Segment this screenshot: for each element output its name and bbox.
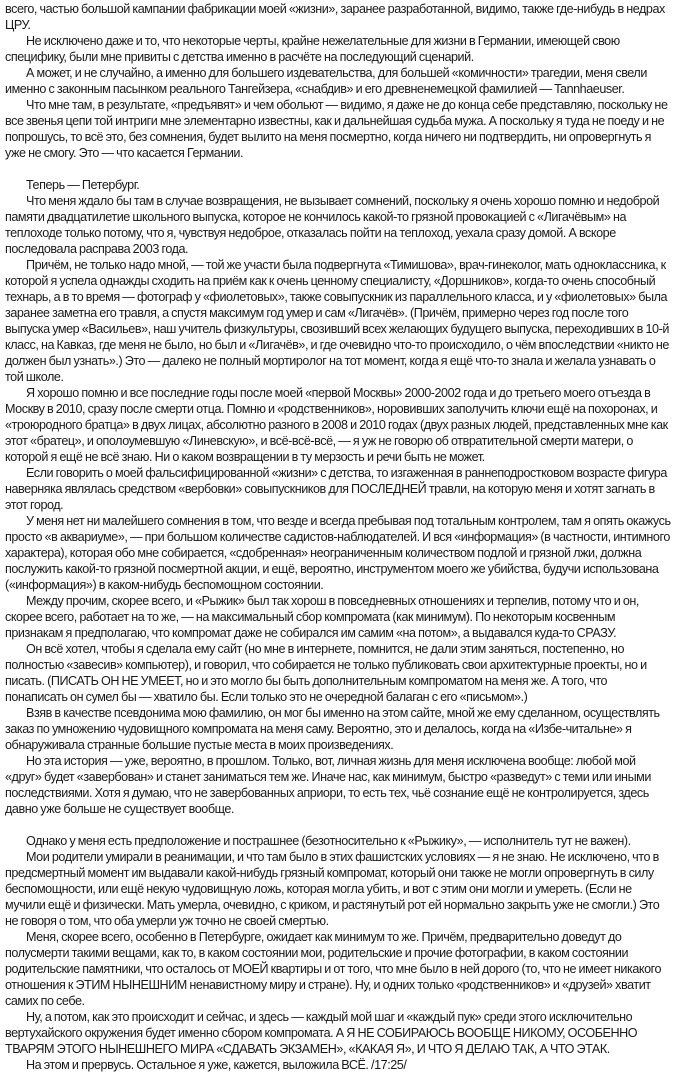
section-heading-petersburg: Теперь — Петербург. <box>26 178 140 192</box>
closing-paragraph: На этом и прервусь. Остальное я уже, кажется, выложила ВСЁ. /17:25/ <box>26 1058 407 1072</box>
paragraph: А может, и не случайно, а именно для большего издевательства, для большей «комичности» трагедии, меня свели именно с законным пасынком реального Тангейзера, «снабдив» и его древненемецкой фамилией — Tannhaeuser. <box>5 66 647 96</box>
paragraph: Но эта история — уже, вероятно, в прошлом. Только, вот, личная жизнь для меня исключена вообще: любой мой «друг» будет «завербован» и станет заниматься тем же. Иначе нас, как минимум, быстро «разведут» с теми или иными последствиями. Хотя я думаю, что не завербованных априори, то есть тех, чьё сознание ещё не контролируется, здесь давно уже больше не существует вообще. <box>5 754 651 816</box>
paragraph: Причём, не только надо мной, — той же участи была подвергнута «Тимишова», врач-гинеколог, мать одноклассника, к которой я успела однажды сходить на приём как к очень ценному специалисту, «Доршников», когда-то очень способный технарь, а в то время — фотограф у «фиолетовых», также совыпускник из параллельного класса, и у «фиолетовых» была заранее заметна его травля, а спустя максимум год умер и сам «Лигачёв». (Причём, примерно через год после того выпуска умер «Васильев», наш учитель физкультуры, свозивший всех желающих будущего выпуска, переходивших в 10-й класс, на Кавказ, где меня не было, но был и «Лигачёв», и где очевидно что-то происходило, о чём впоследствии «никто не должен был узнать».) Это — далеко не полный мортиролог на тот момент, когда я ещё что-то знала и желала узнавать о той школе. <box>5 258 669 384</box>
paragraph: Он всё хотел, чтобы я сделала ему сайт (но мне в интернете, помнится, не дали этим заняться, постепенно, но полностью «завесив» компьютер), и говорил, что собирается не только публиковать свои архитектурные проекты, но и писать. (ПИСАТЬ ОН НЕ УМЕЕТ, но и это могло бы быть дополнительным компроматом на меня же. А того, что понаписать он сумел бы — хватило бы. Если только это не очередной балаган с его «письмом».) <box>5 642 647 704</box>
blank-line <box>5 161 671 177</box>
paragraph: Если говорить о моей фальсифицированной «жизни» с детства, то изгаженная в раннеподростковом возрасте фигура наверняка являлась средством «вербовки» совыпускников для ПОСЛЕДНЕЙ травли, на которую меня и хотят загнать в этот город. <box>5 466 667 512</box>
paragraph: Взяв в качестве псевдонима мою фамилию, он мог бы именно на этом сайте, мной же ему сделанном, осуществлять заказ по умножению чудовищного компромата на меня саму. Вероятно, это и делалось, когда на «Избе-читальне» я обнаруживала странные большие пустые места в моих произведениях. <box>5 706 660 752</box>
paragraph: Однако у меня есть предположение и пострашнее (безотносительно к «Рыжику», — исполнитель тут не важен). <box>26 834 631 848</box>
paragraph: Я хорошо помню и все последние годы после моей «первой Москвы» 2000-2002 года и до третьего моего отъезда в Москву в 2010, сразу после смерти отца. Помню и «родственников», норовивших заполучить ключи ещё на похоронах, и «троюродного братца» в двух лицах, абсолютно разного в 2008 и 2010 годах (двух разных людей, представленных мне как этот «братец», и ополоумевшую «Линевскую», и всё-всё-всё, — я уж не говорю об отвратительной смерти матери, о которой я ещё не всё знаю. Ни о каком возвращении в ту мерзость и речи быть не может. <box>5 386 668 464</box>
paragraph: Что меня ждало бы там в случае возвращения, не вызывает сомнений, поскольку я очень хорошо помню и недоброй памяти двадцатилетие школьного выпуска, которое не кончилось какой-то грязной провокацией с «Лигачёвым» на теплоходе только потому, что я, чувствуя недоброе, отказалась пойти на теплоход, уехала сразу домой. А вскоре последовала расправа 2003 года. <box>5 194 660 256</box>
paragraph: Что мне там, в результате, «предъявят» и чем обольют — видимо, я даже не до конца себе представляю, поскольку не все звенья цепи той интриги мне элементарно известны, как и дальнейшая судьба мужа. А поскольку я туда не поеду и не попрошусь, то всё это, без сомнения, будет вылито на меня посмертно, когда ничего ни подтвердить, ни опровергнуть я уже не смогу. Это — что касается Германии. <box>5 98 668 160</box>
paragraph: У меня нет ни малейшего сомнения в том, что везде и всегда пребывая под тотальным контролем, там я опять окажусь просто «в аквариуме», — при большом количестве садистов-наблюдателей. И вся «информация» (в частности, интимного характера), которая обо мне собирается, «сдобренная» неограниченным количеством подлой и грязной лжи, должна послужить какой-то грязной посмертной акции, и ещё, вероятно, инструментом моего же убийства, будучи использована («информация») в каком-нибудь беспомощном состоянии. <box>5 514 671 592</box>
paragraph: всего, частью большой кампании фабрикации моей «жизни», заранее разработанной, видимо, также где-нибудь в недрах ЦРУ. <box>5 2 665 32</box>
paragraph: Между прочим, скорее всего, и «Рыжик» был так хорош в повседневных отношениях и терпелив, потому что и он, скорее всего, работает на то же, — на максимальный сбор компромата (как минимум). По некоторым косвенным признакам я предполагаю, что компромат даже не собирался им самим «на потом», а выдавался куда-то СРАЗУ. <box>5 594 639 640</box>
paragraph: Ну, а потом, как это происходит и сейчас, и здесь — каждый мой шаг и «каждый пук» среди этого исключительно вертухайского окружения будет именно сбором компромата. А Я НЕ СОБИРАЮСЬ ВООБЩЕ НИКОМУ, ОСОБЕННО ТВАРЯМ ЭТОГО НЫНЕШНЕГО МИРА «СДАВАТЬ ЭКЗАМЕН», «КАКАЯ Я», И ЧТО Я ДЕЛАЮ ТАК, А ЧТО ЭТАК. <box>5 1010 638 1056</box>
paragraph: Не исключено даже и то, что некоторые черты, крайне нежелательные для жизни в Германии, имеющей свою специфику, были мне привиты с детства именно в расчёте на последующий сценарий. <box>5 34 620 64</box>
blank-line <box>5 817 671 833</box>
paragraph: Мои родители умирали в реанимации, и что там было в этих фашистских условиях — я не знаю. Не исключено, что в предсмертный момент им выдавали какой-нибудь грязный компромат, который они также не могли опровергнуть в силу беспомощности, или ещё некую чудовищную ложь, которая могла убить, и вот с этим они могли и умереть. (Если не мучили ещё и физически. Мать умерла, очевидно, с криком, и растянутый рот ей нормально закрыть уже не смогли.) Это не говоря о том, что оба умерли уж точно не своей смертью. <box>5 850 660 928</box>
paragraph: Меня, скорее всего, особенно в Петербурге, ожидает как минимум то же. Причём, предварительно доведут до полусмерти такими вещами, как то, в каком состоянии мои, родительские и прочие фотографии, в каком состоянии родительские памятники, что осталось от МОЕЙ квартиры и от того, что мне было в ней дорого (то, что не имеет никакого отношения к ЭТИМ НЫНЕШНИМ ненавистному миру и стране). Ну, и одних только «родственников» и «друзей» хватит самих по себе. <box>5 930 662 1008</box>
